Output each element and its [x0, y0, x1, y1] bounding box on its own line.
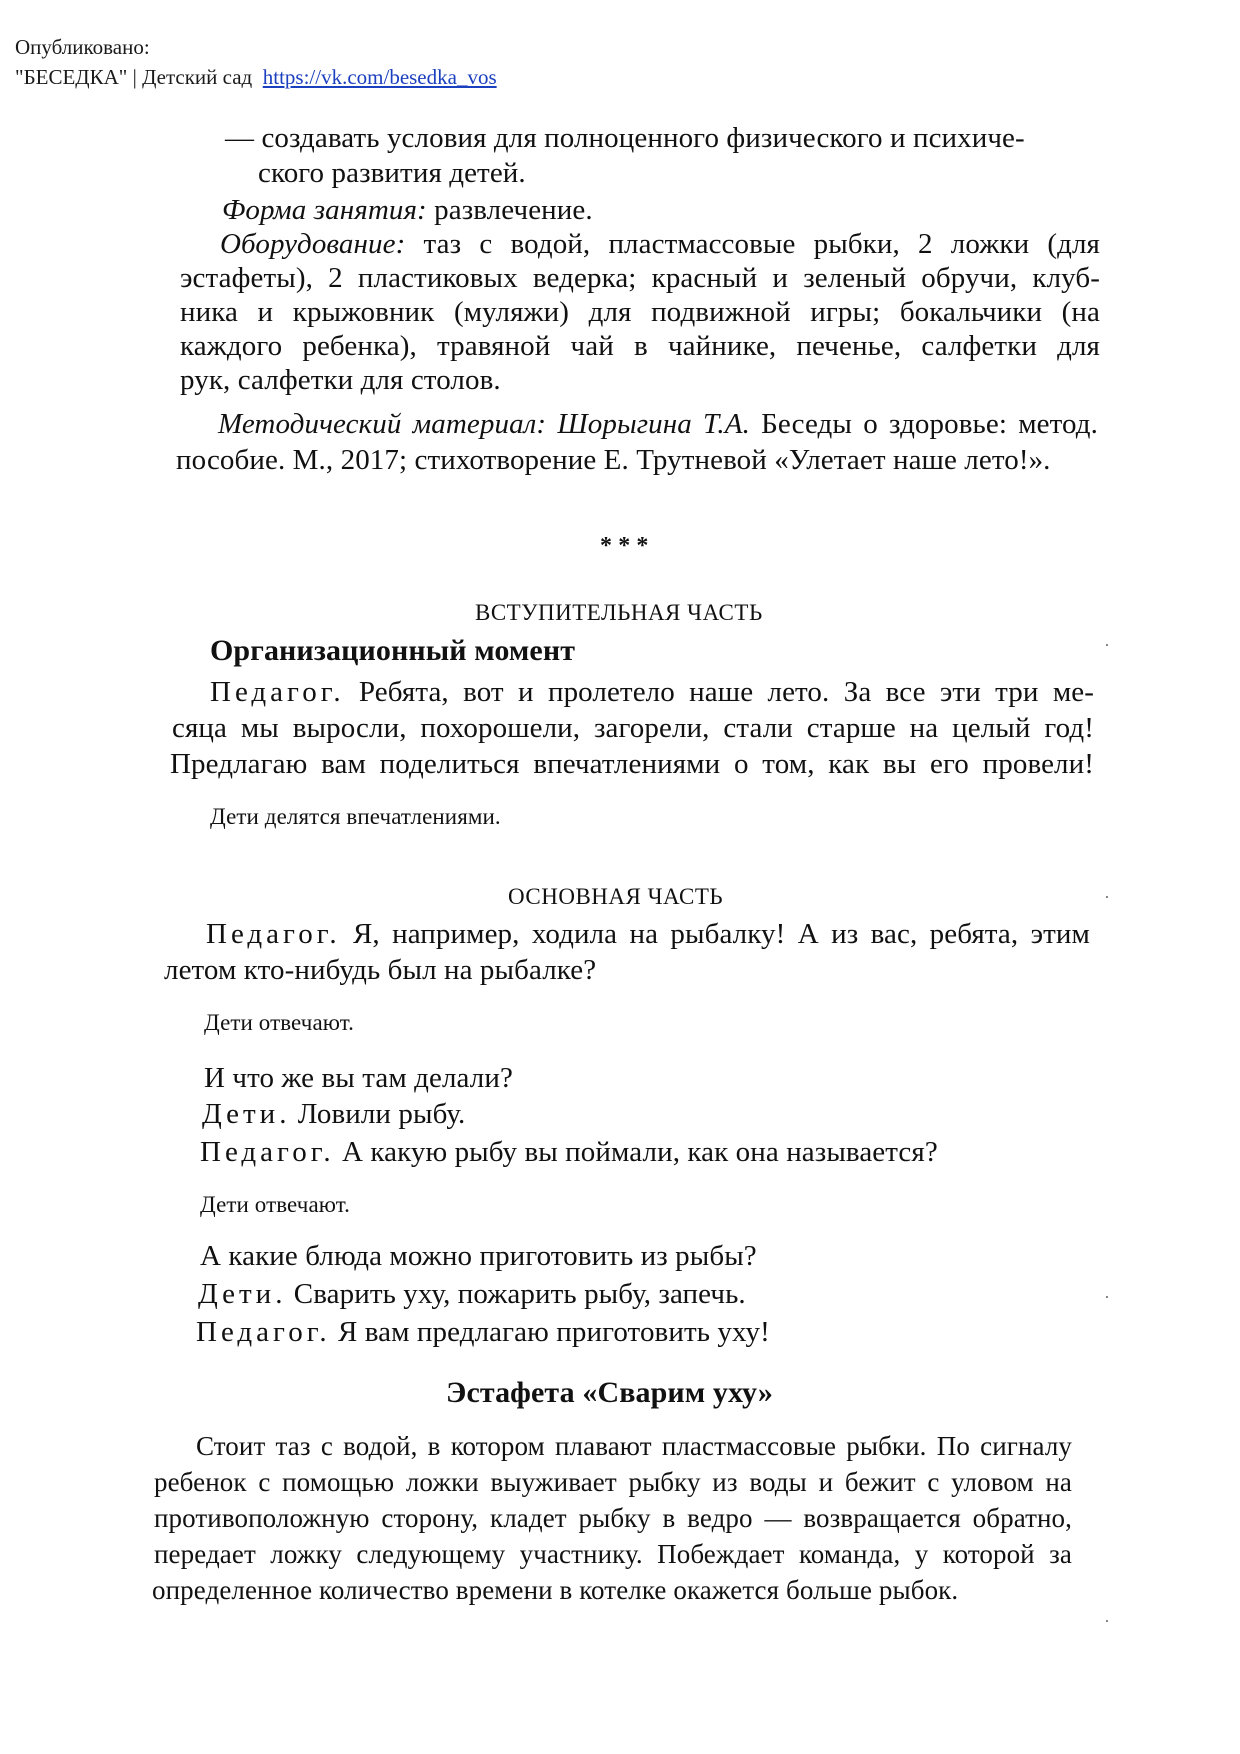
form-label: Форма занятия: [222, 194, 427, 226]
method-line-2: пособие. М., 2017; стихотворение Е. Трутневой «Улетает наше лето!». [176, 444, 1051, 476]
question-3: А какие блюда можно приготовить из рыбы? [200, 1240, 757, 1272]
scan-speck [1106, 644, 1108, 646]
relay-heading: Эстафета «Сварим уху» [446, 1376, 773, 1409]
main-part-heading: ОСНОВНАЯ ЧАСТЬ [508, 884, 724, 909]
source-link[interactable]: https://vk.com/besedka_vos [262, 65, 497, 89]
equipment-line-3: ника и крыжовник (муляжи) для подвижной игры; бокальчики (на [180, 296, 1100, 328]
question-1: И что же вы там делали? [204, 1062, 513, 1094]
intro-paragraph-line-3: Предлагаю вам поделиться впечатлениями о том, как вы его провели! [170, 748, 1094, 780]
relay-line-2: ребенок с помощью ложки выуживает рыбку из воды и бежит с уловом на [154, 1467, 1072, 1497]
publication-header [15, 32, 497, 92]
source-name: "БЕСЕДКА" | Детский сад [15, 65, 253, 89]
speaker-children: Дети. [198, 1278, 287, 1310]
children-answer-note-1: Дети отвечают. [204, 1010, 355, 1035]
scan-speck [1106, 1296, 1108, 1298]
children-answer-note-2: Дети отвечают. [200, 1192, 351, 1217]
intro-part-heading: ВСТУПИТЕЛЬНАЯ ЧАСТЬ [475, 600, 763, 625]
question-2: Педагог. А какую рыбу вы поймали, как она называется? [200, 1136, 938, 1168]
intro-paragraph-line-2: сяца мы выросли, похорошели, загорели, стали старше на целый год! [172, 712, 1094, 744]
form-line [222, 194, 593, 227]
relay-line-1: Стоит таз с водой, в котором плавают пластмассовые рыбки. По сигналу [196, 1431, 1072, 1461]
speaker-teacher: Педагог. [200, 1136, 335, 1168]
equipment-line-4: каждого ребенка), травяной чай в чайнике, печенье, салфетки для [180, 330, 1100, 362]
method-label: Методический материал: Шорыгина Т.А. [218, 408, 750, 440]
method-line-1: Методический материал: Шорыгина Т.А. Беседы о здоровье: метод. [218, 408, 1098, 440]
equipment-line-2: эстафеты), 2 пластиковых ведерка; красный и зеленый обручи, клуб- [180, 262, 1100, 294]
speaker-teacher: Педагог. [196, 1316, 331, 1348]
goal-line-1: — создавать условия для полноценного физического и психиче- [225, 122, 1025, 154]
relay-line-5: определенное количество времени в котелке окажется больше рыбок. [152, 1575, 959, 1605]
answer-3: Дети. Сварить уху, пожарить рыбу, запечь. [198, 1278, 746, 1310]
scan-speck [1106, 1620, 1108, 1622]
section-divider: * * * [600, 533, 649, 559]
equipment-label: Оборудование: [220, 228, 406, 260]
form-value: развлечение. [426, 194, 593, 226]
scan-speck [1106, 896, 1108, 898]
intro-paragraph-line-1: Педагог. Ребята, вот и пролетело наше лето. За все эти три ме- [210, 676, 1094, 708]
speaker-children: Дети. [202, 1098, 291, 1130]
speaker-teacher: Педагог. [210, 676, 345, 708]
goal-line-2: ского развития детей. [258, 157, 526, 189]
relay-line-4: передает ложку следующему участнику. Побеждает команда, у которой за [154, 1539, 1072, 1569]
relay-line-3: противоположную сторону, кладет рыбку в ведро — возвращается обратно, [154, 1503, 1072, 1533]
main-line-1: Педагог. Я, например, ходила на рыбалку! А из вас, ребята, этим [206, 918, 1090, 950]
main-line-2: летом кто-нибудь был на рыбалке? [164, 954, 597, 986]
children-share-note: Дети делятся впечатлениями. [210, 804, 501, 829]
org-moment-heading: Организационный момент [210, 634, 576, 667]
speaker-teacher: Педагог. [206, 918, 341, 950]
published-label: Опубликовано: [15, 35, 150, 59]
question-4: Педагог. Я вам предлагаю приготовить уху! [196, 1316, 770, 1348]
answer-1: Дети. Ловили рыбу. [202, 1098, 466, 1130]
equipment-line-1: Оборудование: таз с водой, пластмассовые рыбки, 2 ложки (для [220, 228, 1100, 260]
source-line [15, 62, 497, 92]
equipment-line-5: рук, салфетки для столов. [180, 364, 501, 396]
